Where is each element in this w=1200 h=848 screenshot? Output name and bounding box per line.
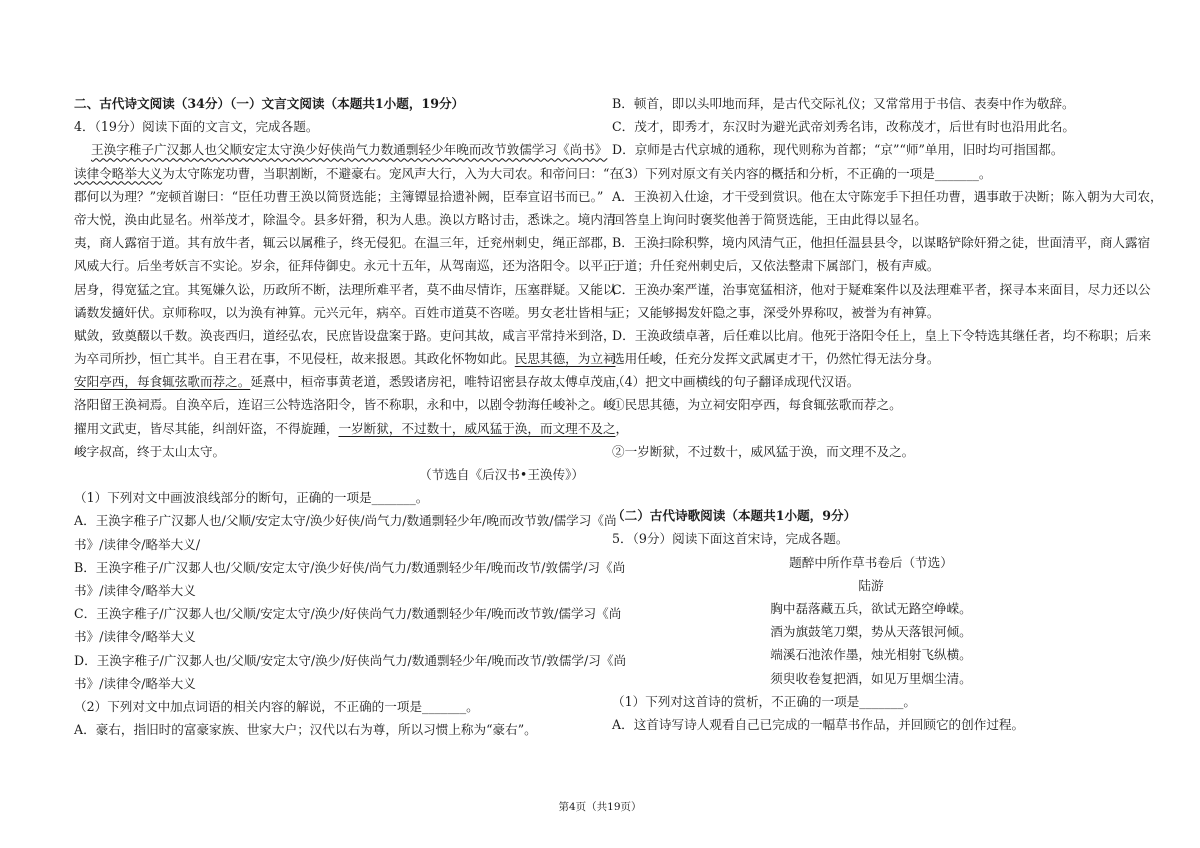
passage-line	[74, 370, 629, 393]
question-4-prompt: 4．（19分）阅读下面的文言文，完成各题。	[74, 119, 319, 135]
passage-line: 洛阳留王涣祠焉。自涣卒后，连诏三公特选洛阳令，皆不称职，永和中，以剧令勃海任峻补之。峻	[74, 397, 616, 413]
poem-title: 题醉中所作草书卷后（节选）	[789, 554, 953, 570]
option-line: C．王涣字稚子/广汉郪人也/父顺/安定太守/涣少/好侠尚气力/数通剽轻少年/晚而改节敦/儒学习《尚	[74, 606, 622, 622]
option-line: 书》/读律令/略举大义/	[74, 536, 201, 552]
option-line: 书》/读律令/略举大义	[74, 675, 196, 691]
passage-line: 郡何以为理？”宠顿首谢曰：“臣任功曹王涣以简贤选能；主簿镡显拾遗补阙，臣奉宣诏书而已。”	[74, 188, 604, 204]
option-line: 选用任峻，任充分发挥文武属吏才干，仍然忙得无法分身。	[612, 351, 940, 367]
option-line: 书》/读律令/略举大义	[74, 629, 196, 645]
answer-space	[612, 417, 1130, 440]
option-line: D．京师是古代京城的通称，现代则称为首都；“京”“师”单用，旧时均可指国都。	[612, 142, 1064, 158]
option-line: C．茂才，即秀才，东汉时为避光武帝刘秀名讳，改称茂才，后世有时也沿用此名。	[612, 119, 1076, 135]
poem-line: 胸中磊落藏五兵，欲试无路空峥嵘。	[770, 600, 972, 616]
wavy-underlined-text: 读律令略举大义	[74, 165, 163, 181]
poem-question-1: （1）下列对这首诗的赏析，不正确的一项是_______。	[612, 693, 916, 709]
translation-sentence-2: ②一岁断狱，不过数十，威风猛于涣，而文理不及之。	[612, 443, 915, 459]
right-column	[612, 92, 1163, 736]
option-line: 于道；升任兖州刺史后，又依法整肃下属部门，极有声威。	[612, 258, 940, 274]
question-5-prompt: 5．（9分）阅读下面这首宋诗，完成各题。	[612, 531, 849, 547]
passage-line	[74, 162, 622, 185]
passage-line	[74, 347, 616, 370]
option-line: 正；又能够揭发奸隐之事，深受外界称叹，被誉为有神算。	[612, 304, 940, 320]
poem-line: 酒为旗鼓笔刀槊，势从天落银河倾。	[770, 624, 972, 640]
left-column	[74, 92, 629, 741]
question-3: （3）下列对原文有关内容的概括和分析，不正确的一项是_______。	[612, 165, 992, 181]
punctuation: ，	[615, 420, 629, 436]
section-header: 二、古代诗文阅读（34分）（一）文言文阅读（本题共1小题，19分）	[74, 96, 465, 111]
option-line: B．顿首，即以头叩地而拜，是古代交际礼仪；又常常用于书信、表奏中作为敬辞。	[612, 96, 1075, 111]
underlined-sentence-2: 一岁断狱，不过数十，威风猛于涣，而文理不及之	[338, 420, 616, 436]
passage-line: 帝大悦，涣由此显名。州举茂才，除温令。县多奸猾，积为人患。涣以方略讨击，悉诛之。境内清	[74, 211, 616, 227]
question-4: （4）把文中画横线的句子翻译成现代汉语。	[612, 374, 860, 390]
option-line: A．王涣字稚子广汉郪人也/父顺/安定太守/涣少好侠/尚气力/数通剽轻少年/晚而改节敦/儒学习《尚	[74, 513, 617, 529]
question-1: （1）下列对文中画波浪线部分的断句，正确的一项是_______。	[74, 490, 429, 506]
passage-line	[74, 138, 608, 161]
option-line: C．王涣办案严谨，治事宽猛相济，他对于疑难案件以及法理难平者，探寻本来面目，尽力还以公	[612, 281, 1151, 297]
section-2-header: （二）古代诗歌阅读（本题共1小题，9分）	[612, 508, 857, 524]
option-line: D．王涣字稚子/广汉郪人也/父顺/安定太守/涣少/好侠尚气力/数通剽轻少年/晚而改节/敦儒学/习《尚	[74, 652, 627, 668]
passage-text: 延熹中，桓帝事黄老道，悉毁诸房祀，唯特诏密县存故太傅卓茂庙，	[250, 374, 629, 390]
passage-text: 为卒司所抄，恒亡其半。自王君在事，不见侵枉，故来报恩。其政化怀物如此。	[74, 351, 515, 367]
wavy-underlined-text: 王涣字稚子广汉郪人也父顺安定太守涣少好侠尚气力数通剽轻少年晚而改节敦儒学习《尚书》	[91, 142, 608, 158]
page-footer: 第4页（共19页）	[558, 801, 642, 813]
passage-text: 擢用文武吏，皆尽其能，纠剖奸盗，不得旋踵，	[74, 420, 339, 436]
option-line: 回答皇上询问时褒奖他善于简贤选能，王由此得以显名。	[612, 211, 927, 227]
option-line: B．王涣字稚子/广汉郪人也/父顺/安定太守/涣少好侠/尚气力/数通剽轻少年/晚而改节/敦儒学/习《尚	[74, 559, 626, 575]
option-line: D．王涣政绩卓著，后任难以比肩。他死于洛阳令任上，皇上下令特选其继任者，均不称职；后来	[612, 327, 1152, 343]
option-line: 书》/读律令/略举大义	[74, 582, 196, 598]
poem-author: 陆游	[858, 577, 884, 593]
translation-sentence-1: ①民思其德，为立祠安阳亭西，每食辄弦歌而荐之。	[612, 397, 902, 413]
passage-line: 峻字叔高，终于太山太守。	[74, 443, 226, 459]
poem-line: 端溪石池浓作墨，烛光相射飞纵横。	[770, 647, 972, 663]
passage-line: 谲数发擿奸伏。京师称叹，以为涣有神算。元兴元年，病卒。百姓市道莫不咨嗟。男女老壮皆相与	[74, 304, 616, 320]
passage-line: 居身，得宽猛之宜。其冤嫌久讼，历政所不断，法理所难平者，莫不曲尽情诈，压塞群疑。又能以	[74, 281, 616, 297]
passage-text: 为太守陈宠功曹，当职割断，不避豪右。宠风声大行，入为大司农。和帝问曰：“在	[162, 165, 622, 181]
poem-line: 须臾收卷复把酒，如见万里烟尘清。	[770, 670, 972, 686]
option-line: A．这首诗写诗人观看自己已完成的一幅草书作品，并回顾它的创作过程。	[612, 716, 1025, 732]
passage-line	[74, 417, 629, 440]
option-line: A．豪右，指旧时的富豪家族、世家大户；汉代以右为尊，所以习惯上称为“豪右”。	[74, 722, 537, 738]
answer-space	[612, 463, 1130, 486]
option-line: B．王涣扫除积弊，境内风清气正，他担任温县县令，以谋略铲除奸猾之徒，世面清平，商人露宿	[612, 235, 1151, 251]
underlined-sentence-1-cont: 安阳亭西，每食辄弦歌而荐之。	[74, 374, 251, 390]
passage-line: 风威大行。后坐考妖言不实论。岁余，征拜侍御史。永元十五年，从驾南巡，还为洛阳令。以平正	[74, 258, 616, 274]
source-citation: （节选自《后汉书•王涣传》）	[419, 467, 584, 482]
passage-line: 夷，商人露宿于道。其有放牛者，辄云以属稚子，终无侵犯。在温三年，迁兖州刺史，绳正部郡，	[74, 235, 616, 251]
option-line: A．王涣初入仕途，才干受到赏识。他在太守陈宠手下担任功曹，遇事敢于决断；陈入朝为大司农，	[612, 188, 1163, 204]
question-2: （2）下列对文中加点词语的相关内容的解说，不正确的一项是_______。	[74, 698, 479, 714]
answer-space	[612, 486, 1130, 504]
underlined-sentence-1: 民思其德，为立祠	[514, 351, 616, 367]
passage-line: 赋敛，致奠醊以千数。涣丧西归，道经弘农，民庶皆设盘案于路。吏问其故，咸言平常持米到洛，	[74, 327, 616, 343]
